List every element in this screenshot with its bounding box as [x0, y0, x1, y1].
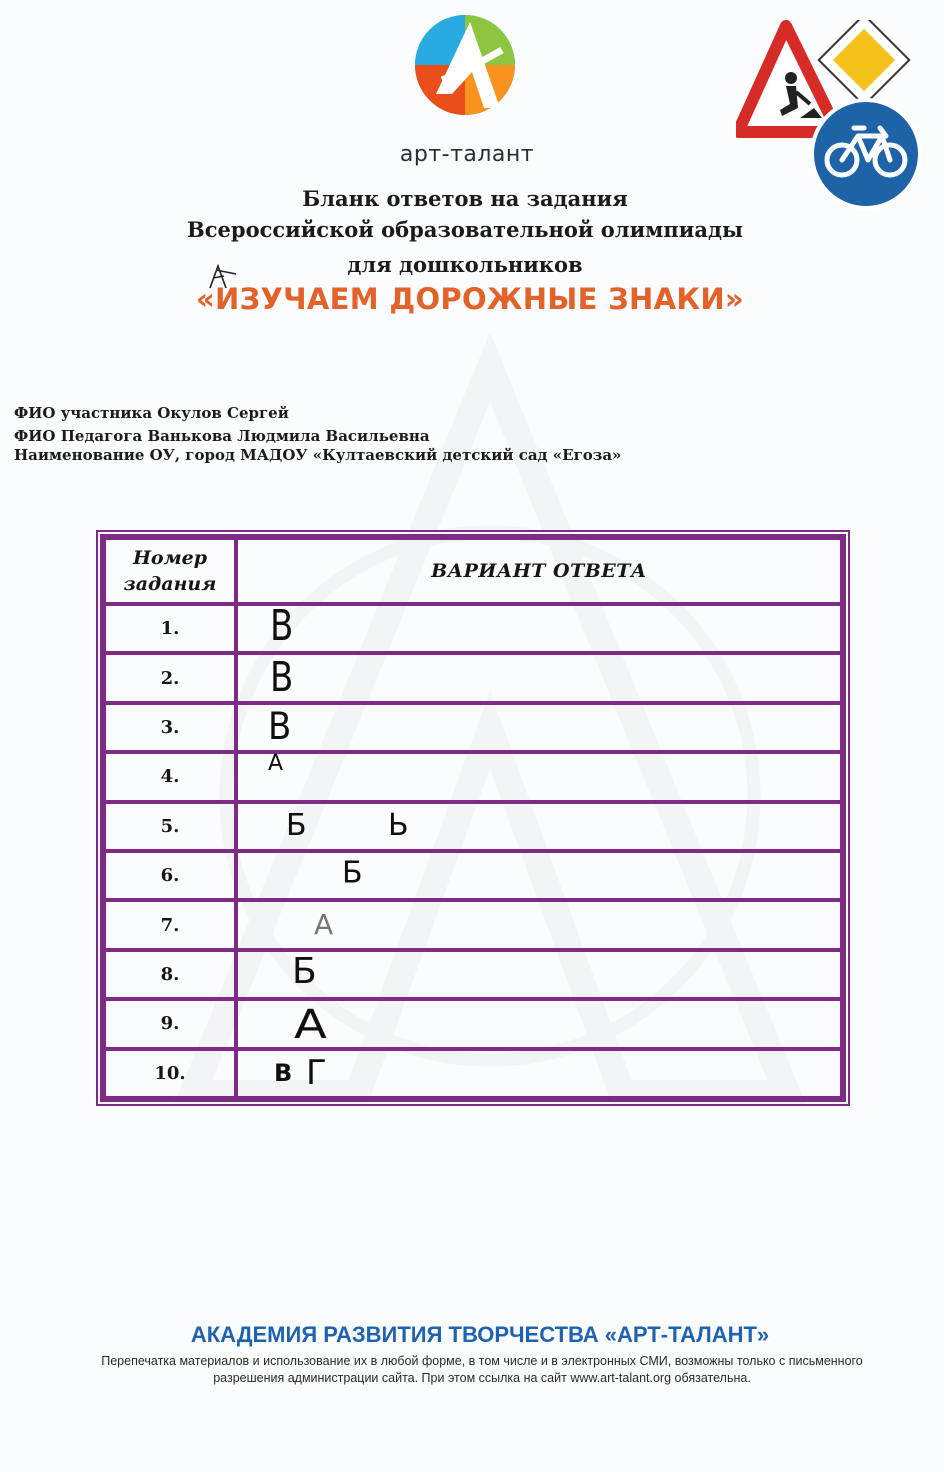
- table-row: [104, 950, 842, 999]
- handwritten-answer: А: [314, 908, 334, 942]
- handwritten-answer: А: [268, 750, 284, 776]
- header-task-number-line-2: задания: [123, 573, 217, 595]
- footer-copyright-note: [22, 1353, 942, 1387]
- answer-cell: [236, 653, 842, 702]
- art-talant-logo: [412, 10, 518, 128]
- header-task-number: [104, 538, 236, 604]
- footer-note-line-1: Перепечатка материалов и использование их в любой форме, в том числе и в электронных СМИ, возможны только с письменного: [101, 1354, 863, 1368]
- answer-cell: [236, 900, 842, 949]
- task-number: 7.: [104, 900, 236, 949]
- task-number: 6.: [104, 851, 236, 900]
- answer-cell: [236, 1049, 842, 1098]
- teacher-name: ФИО Педагога Ванькова Людмила Васильевна: [14, 427, 430, 445]
- road-works-warning-sign-icon: [738, 26, 838, 132]
- table-row: [104, 653, 842, 702]
- handwritten-answer: В: [270, 600, 294, 651]
- table-row: [104, 604, 842, 653]
- answer-cell: [236, 851, 842, 900]
- task-number: 2.: [104, 653, 236, 702]
- form-title-line-3: для дошкольников: [347, 252, 583, 277]
- handwritten-answer: В: [268, 705, 292, 750]
- table-header-row: [104, 538, 842, 604]
- handwritten-answer: В: [274, 1059, 293, 1088]
- task-number: 4.: [104, 752, 236, 801]
- footer-note-line-2: разрешения администрации сайта. При этом ссылка на сайт www.art-talant.org обязательна.: [213, 1371, 751, 1385]
- priority-road-sign-icon: [819, 20, 910, 105]
- handwritten-answer: В: [270, 654, 294, 703]
- olympiad-title: «ИЗУЧАЕМ ДОРОЖНЫЕ ЗНАКИ»: [196, 282, 744, 316]
- answer-cell: [236, 600, 842, 653]
- answer-cell: [236, 703, 842, 752]
- header-task-number-line-1: Номер: [132, 547, 208, 569]
- handwritten-answer-second: Г: [306, 1053, 327, 1094]
- header-answer: ВАРИАНТ ОТВЕТА: [236, 538, 842, 604]
- answer-cell: [236, 802, 842, 851]
- handwritten-answer: А: [294, 1001, 327, 1048]
- table-row: [104, 703, 842, 752]
- answer-cell: [236, 950, 842, 999]
- answer-cell: [236, 752, 842, 801]
- handwritten-mark: [206, 262, 240, 292]
- handwritten-answer: Б: [286, 808, 307, 844]
- handwritten-answer-second: Ь: [388, 808, 409, 844]
- footer-academy-name: АКАДЕМИЯ РАЗВИТИЯ ТВОРЧЕСТВА «АРТ-ТАЛАНТ»: [190, 1322, 770, 1347]
- table-row: [104, 900, 842, 949]
- answer-table: [96, 530, 850, 1106]
- handwritten-answer: Б: [292, 951, 317, 993]
- participant-name: ФИО участника Окулов Сергей: [14, 404, 289, 422]
- task-number: 5.: [104, 802, 236, 851]
- task-number: 9.: [104, 999, 236, 1048]
- handwritten-answer: Б: [342, 855, 363, 891]
- form-title-line-2: Всероссийской образовательной олимпиады: [187, 217, 743, 242]
- table-row: [104, 999, 842, 1048]
- form-title-line-1: Бланк ответов на задания: [302, 186, 628, 211]
- task-number: 1.: [104, 604, 236, 653]
- task-number: 8.: [104, 950, 236, 999]
- school-name: Наименование ОУ, город МАДОУ «Култаевский детский сад «Егоза»: [14, 446, 622, 464]
- table-row: [104, 851, 842, 900]
- task-number: 10.: [104, 1049, 236, 1098]
- table-row: [104, 802, 842, 851]
- answer-cell: [236, 999, 842, 1048]
- brand-name: арт-талант: [399, 142, 535, 167]
- table-row: [104, 752, 842, 801]
- road-signs-illustration: [736, 20, 926, 210]
- task-number: 3.: [104, 703, 236, 752]
- table-row: [104, 1049, 842, 1098]
